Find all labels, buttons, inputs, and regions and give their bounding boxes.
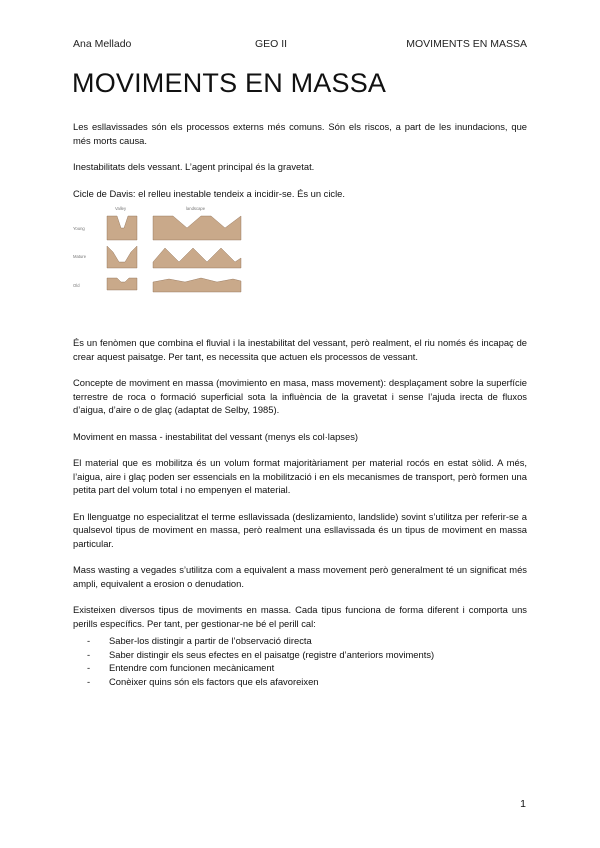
davis-cycle-diagram	[73, 206, 245, 298]
list-item	[73, 661, 527, 675]
bullet-dash: -	[87, 662, 91, 673]
young-valley-shape	[107, 216, 137, 240]
bullet-dash: -	[87, 635, 91, 646]
davis-cycle-figure	[73, 206, 245, 298]
mature-valley-shape	[107, 246, 137, 268]
bullet-dash: -	[87, 648, 91, 660]
header-course: GEO II	[255, 38, 288, 50]
figure-row-young: Young	[73, 226, 85, 231]
list-item-text: Saber-los distingir a partir de l’observació directa	[109, 635, 312, 646]
figure-row-old: Old	[73, 283, 80, 288]
paragraph-mass-wasting: Mass wasting a vegades s’utilitza com a equivalent a mass movement però generalment té un significat més ampli, equivalent a erosion o denudation.	[73, 564, 527, 589]
figure-col-landscape: landscape	[186, 206, 206, 211]
old-valley-shape	[107, 278, 137, 290]
paragraph-types: Existeixen diversos tipus de moviments en massa. Cada tipus funciona de forma diferent i comporta uns perills específics. Per tant, per gestionar-ne bé el perill cal:	[73, 604, 527, 629]
page-title: MOVIMENTS EN MASSA	[72, 68, 387, 98]
bullet-dash: -	[87, 675, 91, 687]
list-item-text: Saber distingir els seus efectes en el paisatge (registre d’anteriors moviments)	[109, 648, 435, 660]
paragraph-phenomenon: És un fenòmen que combina el fluvial i la inestabilitat del vessant, però realment, el riu només és incapaç de crear aquest paisatge. Per tant, es necessita que actuen els processos de vessant.	[73, 337, 527, 362]
list-item	[73, 675, 527, 689]
figure-row-mature: Mature	[73, 254, 87, 259]
page-number: 1	[520, 798, 526, 810]
list-item	[73, 634, 527, 648]
header-author: Ana Mellado	[73, 38, 132, 50]
mature-landscape-shape	[153, 248, 241, 268]
old-landscape-shape	[153, 278, 241, 292]
list-item-text: Conèixer quins són els factors que els afavoreixen	[109, 675, 319, 687]
young-landscape-shape	[153, 216, 241, 240]
document-body	[73, 120, 527, 688]
paragraph-mass-movement: Moviment en massa - inestabilitat del vessant (menys els col·lapses)	[73, 430, 359, 442]
list-item	[73, 648, 527, 662]
list-item-text: Entendre com funcionen mecànicament	[109, 662, 275, 673]
paragraph-instability: Inestabilitats dels vessant. L’agent principal és la gravetat.	[73, 161, 315, 172]
requirements-list	[73, 634, 527, 688]
paragraph-intro: Les esllavissades són els processos externs més comuns. Són els riscos, a part de les inundacions, que més morts causa.	[73, 121, 527, 146]
paragraph-concept: Concepte de moviment en massa (movimiento en masa, mass movement): desplaçament sobre la superfície terrestre de roca o formació superficial sota la influència de la gravetat i sense l’ajuda irecta de fluxos d’aigua, d’aire o de glaç (adaptat de Selby, 1985).	[73, 377, 527, 415]
figure-col-valley: Valley	[115, 206, 127, 211]
paragraph-language: En llenguatge no especialitzat el terme esllavissada (deslizamiento, landslide) sovint s’utilitza per referir-se a qualsevol tipus de moviment en massa, però realment una esllavissada és un tipus de moviment en massa particular.	[73, 510, 527, 549]
paragraph-davis-cycle: Cicle de Davis: el relleu inestable tendeix a incidir-se. És un cicle.	[73, 187, 346, 199]
header-topic: MOVIMENTS EN MASSA	[406, 38, 527, 50]
paragraph-material: El material que es mobilitza és un volum format majoritàriament per material rocós en estat sòlid. A més, l’aigua, aire i glaç poden ser essencials en la mobilització i en els mecanismes de transport, però formen una petita part del volum total i no empenyen el material.	[73, 457, 527, 495]
